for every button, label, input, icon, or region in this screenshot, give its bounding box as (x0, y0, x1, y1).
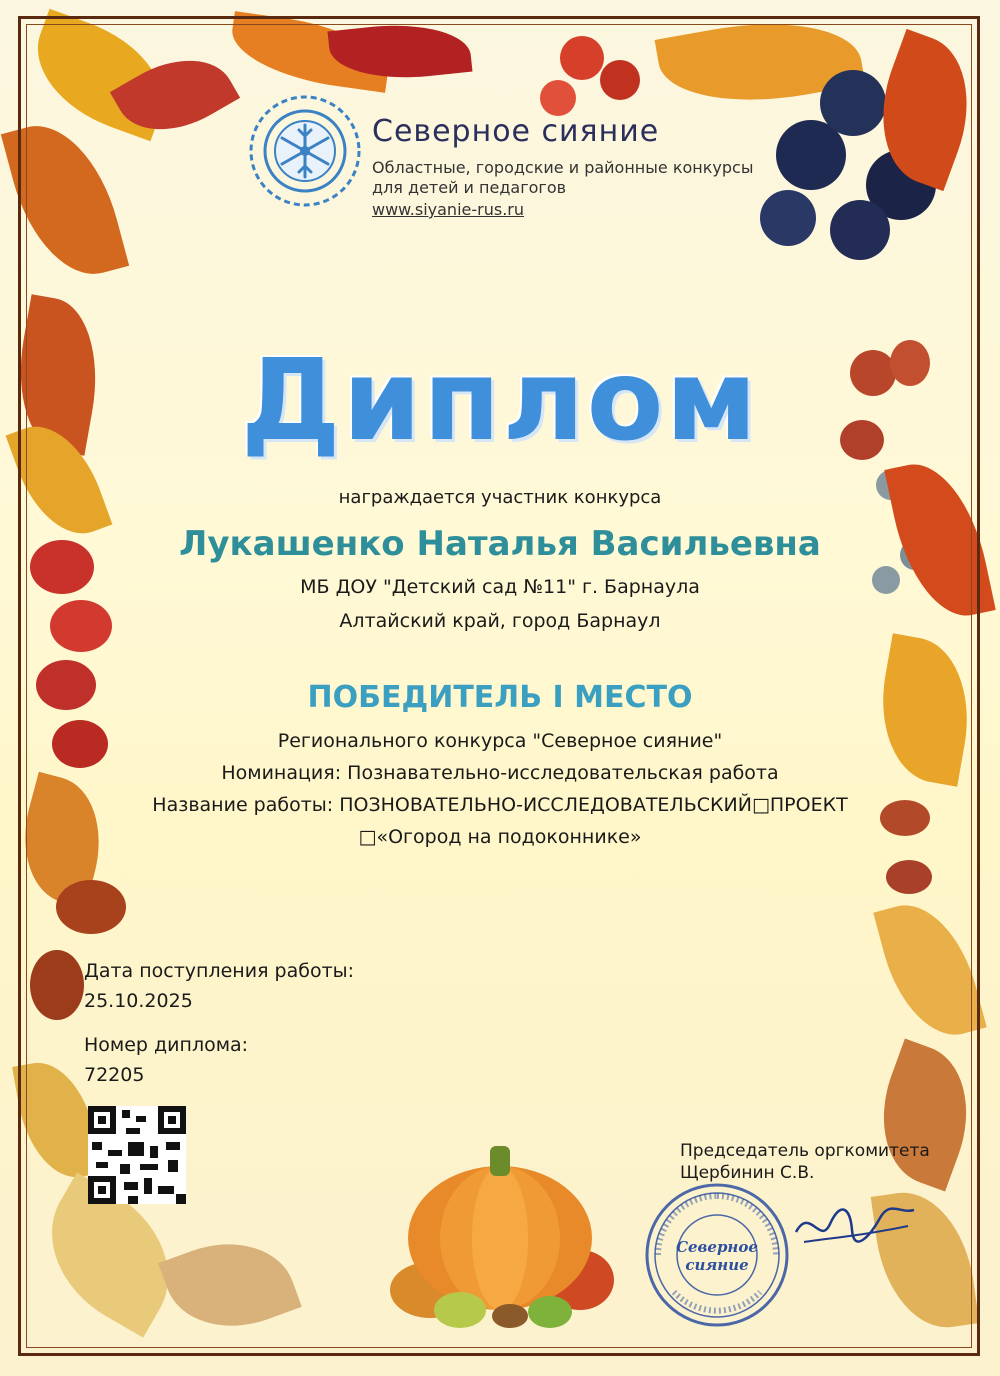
official-stamp (644, 1182, 790, 1328)
institution: МБ ДОУ "Детский сад №11" г. Барнаула (300, 576, 700, 598)
chair-signature-block (680, 1140, 930, 1184)
pumpkin-harvest-illustration (380, 1120, 620, 1330)
org-website-link[interactable]: www.siyanie-rus.ru (372, 200, 524, 219)
work-title-continued: □«Огород на подоконнике» (358, 826, 642, 848)
handwritten-signature (790, 1196, 920, 1256)
awarded-text: награждается участник конкурса (338, 487, 662, 508)
chair-position: Председатель оргкомитета (680, 1141, 930, 1161)
place-award: ПОБЕДИТЕЛЬ I МЕСТО (307, 680, 693, 715)
nomination: Номинация: Познавательно-исследовательская работа (221, 762, 779, 784)
number-value: 72205 (84, 1064, 145, 1086)
snowflake-logo-icon (246, 92, 364, 210)
contest-name: Регионального конкурса "Северное сияние" (277, 730, 723, 752)
org-subtitle (372, 158, 772, 198)
work-title: Название работы: ПОЗНОВАТЕЛЬНО-ИССЛЕДОВАТЕЛЬСКИЙ□ПРОЕКТ (152, 794, 848, 816)
org-name: Северное сияние (372, 114, 660, 149)
org-subtitle-line1: Областные, городские и районные конкурсы (372, 158, 754, 177)
qr-code[interactable] (88, 1106, 186, 1204)
stamp-text-line1: Северное (676, 1238, 758, 1256)
diploma-title: Диплом (240, 336, 760, 466)
date-label: Дата поступления работы: (84, 960, 355, 982)
date-value: 25.10.2025 (84, 990, 193, 1012)
chair-name: Щербинин С.В. (680, 1163, 815, 1183)
region: Алтайский край, город Барнаул (339, 610, 661, 632)
recipient-name: Лукашенко Наталья Васильевна (179, 524, 821, 564)
org-subtitle-line2: для детей и педагогов (372, 178, 567, 197)
stamp-text-line2: сияние (685, 1256, 749, 1274)
number-label: Номер диплома: (84, 1034, 249, 1056)
